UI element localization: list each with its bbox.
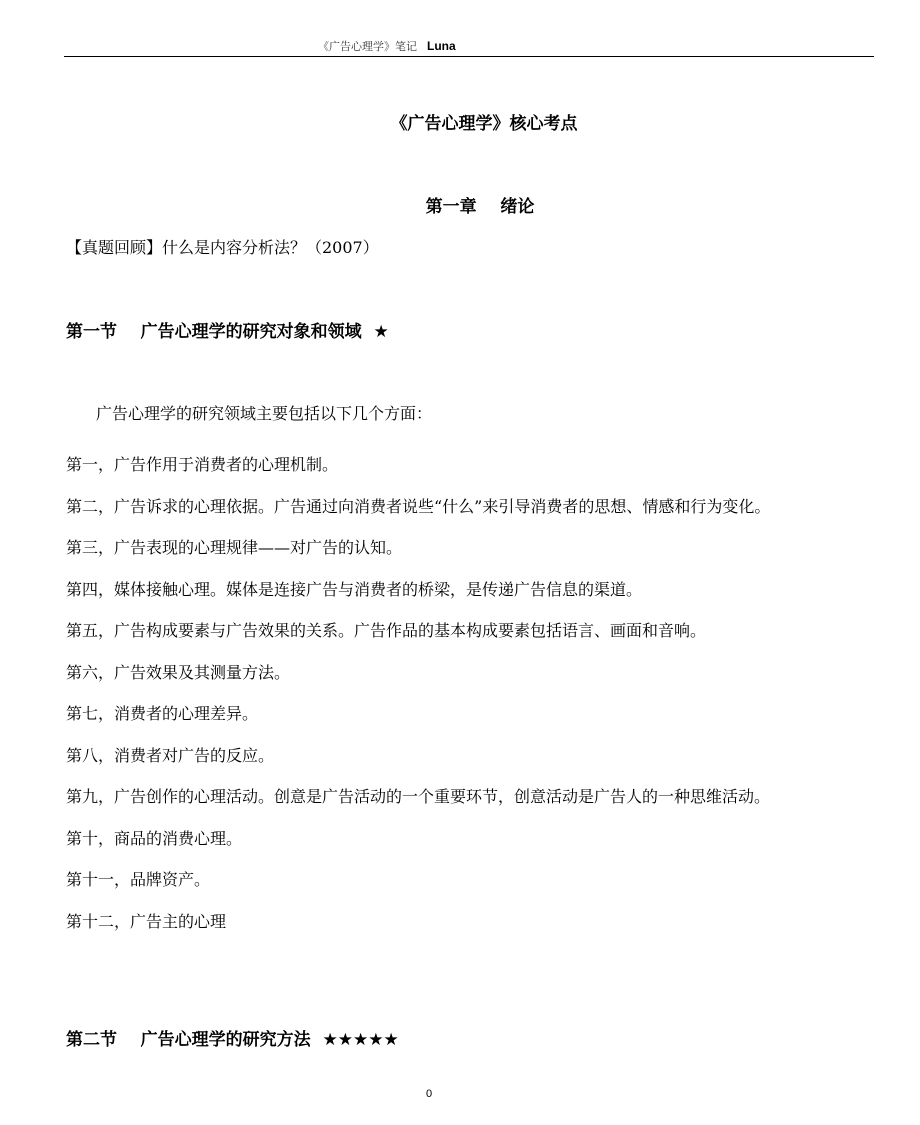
section-1-title: 第一节 广告心理学的研究对象和领域 ★ <box>66 322 389 342</box>
list-item: 第二，广告诉求的心理依据。广告通过向消费者说些“什么”来引导消费者的思想、情感和行为变化。 <box>66 496 771 516</box>
document-title: 《广告心理学》核心考点 <box>390 114 578 134</box>
header-rule <box>64 56 874 57</box>
list-item: 第十，商品的消费心理。 <box>66 828 243 848</box>
header-text <box>318 38 456 55</box>
list-item: 第十一，品牌资产。 <box>66 870 211 889</box>
list-item: 第四，媒体接触心理。媒体是连接广告与消费者的桥梁，是传递广告信息的渠道。 <box>66 579 643 599</box>
list-item: 第七，消费者的心理差异。 <box>66 704 259 723</box>
exam-review: 【真题回顾】什么是内容分析法？（2007） <box>66 238 379 257</box>
list-item: 第三，广告表现的心理规律——对广告的认知。 <box>66 538 403 557</box>
chapter-title: 第一章 绪论 <box>425 197 535 217</box>
list-item: 第九，广告创作的心理活动。创意是广告活动的一个重要环节，创意活动是广告人的一种思维活动。 <box>66 787 771 806</box>
section-1-intro: 广告心理学的研究领域主要包括以下几个方面： <box>96 404 433 423</box>
list-item: 第六，广告效果及其测量方法。 <box>66 662 291 682</box>
section-2-title: 第二节 广告心理学的研究方法 ★★★★★ <box>66 1030 399 1050</box>
research-area-list <box>66 444 878 942</box>
page-header <box>0 38 920 58</box>
list-item: 第十二，广告主的心理 <box>66 911 227 931</box>
list-item: 第五，广告构成要素与广告效果的关系。广告作品的基本构成要素包括语言、画面和音响。 <box>66 621 707 640</box>
page-number: 0 <box>425 1088 433 1100</box>
list-item: 第一，广告作用于消费者的心理机制。 <box>66 455 339 474</box>
list-item: 第八，消费者对广告的反应。 <box>66 745 275 765</box>
header-author: Luna <box>427 39 456 53</box>
header-title: 《广告心理学》笔记 <box>318 40 417 53</box>
